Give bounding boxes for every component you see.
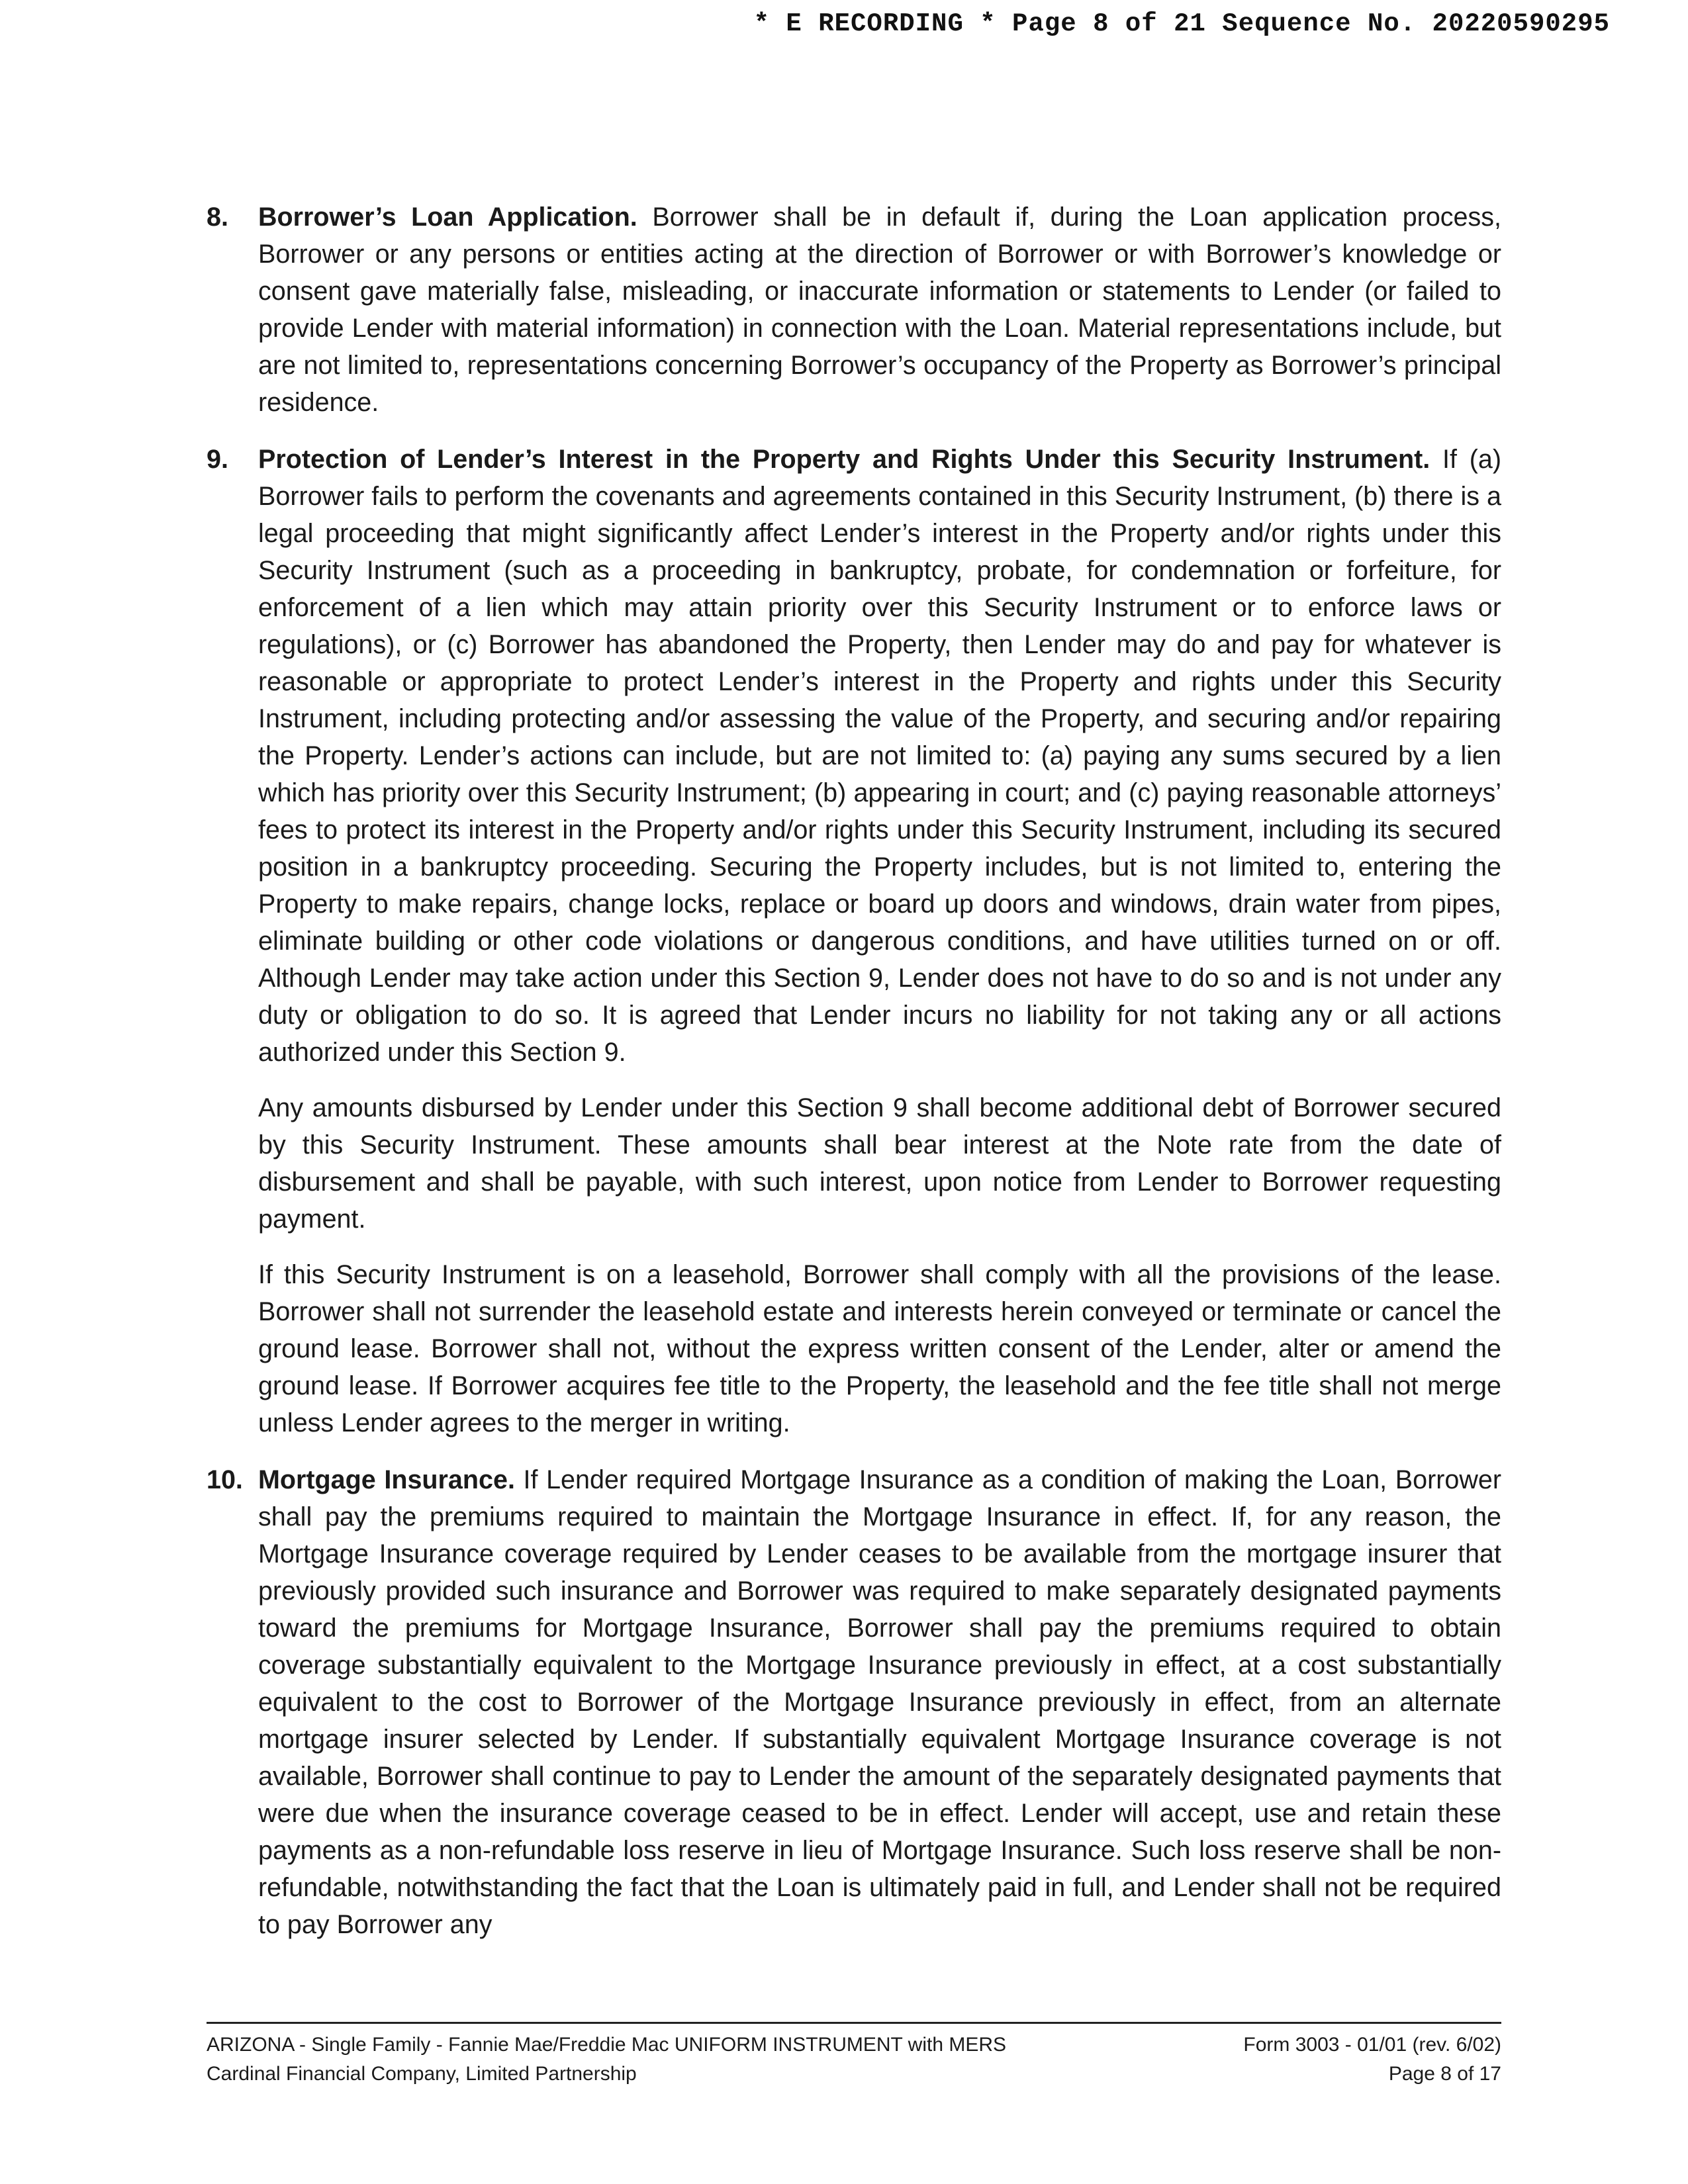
section-paragraph: If this Security Instrument is on a leasehold, Borrower shall comply with all the provisions of the lease. Borrower shall not surrender the leasehold estate and interests herein conveyed or terminate or cancel the ground lease. Borrower shall not, without the express written consent of the Lender, alter or amend the ground lease. If Borrower acquires fee title to the Property, the leasehold and the fee title shall not merge unless Lender agrees to the merger in writing.: [258, 1260, 1501, 1437]
section-paragraph: [258, 199, 1501, 421]
section-9: [207, 441, 1501, 1441]
section-text: Borrower shall be in default if, during the Loan application process, Borrower or any persons or entities acting at the direction of Borrower or with Borrower’s knowledge or consent gave materially false, misleading, or inaccurate information or statements to Lender (or failed to provide Lender with material information) in connection with the Loan. Material representations include, but are not limited to, representations concerning Borrower’s occupancy of the Property as Borrower’s principal residence.: [258, 203, 1501, 417]
section-8: [207, 199, 1501, 421]
section-text: If (a) Borrower fails to perform the covenants and agreements contained in this Security Instrument, (b) there is a legal proceeding that might significantly affect Lender’s interest in the Property and/or rights under this Security Instrument (such as a proceeding in bankruptcy, probate, for condemnation or forfeiture, for enforcement of a lien which may attain priority over this Security Instrument or to enforce laws or regulations), or (c) Borrower has abandoned the Property, then Lender may do and pay for whatever is reasonable or appropriate to protect Lender’s interest in the Property and rights under this Security Instrument, including protecting and/or assessing the value of the Property, and securing and/or repairing the Property. Lender’s actions can include, but are not limited to: (a) paying any sums secured by a lien which has priority over this Security Instrument; (b) appearing in court; and (c) paying reasonable attorneys’ fees to protect its interest in the Property and/or rights under this Security Instrument, including its secured position in a bankruptcy proceeding. Securing the Property includes, but is not limited to, entering the Property to make repairs, change locks, replace or board up doors and windows, drain water from pipes, eliminate building or other code violations or dangerous conditions, and have utilities turned on or off. Although Lender may take action under this Section 9, Lender does not have to do so and is not under any duty or obligation to do so. It is agreed that Lender incurs no liability for not taking any or all actions authorized under this Section 9.: [258, 445, 1501, 1067]
section-heading: Mortgage Insurance.: [258, 1465, 515, 1494]
recording-stamp: * E RECORDING * Page 8 of 21 Sequence No. 20220590295: [753, 9, 1610, 38]
footer-row: [207, 2060, 1501, 2089]
section-paragraph: Any amounts disbursed by Lender under this Section 9 shall become additional debt of Borrower secured by this Security Instrument. These amounts shall bear interest at the Note rate from the date of disbursement and shall be payable, with such interest, upon notice from Lender to Borrower requesting payment.: [258, 1093, 1501, 1234]
form-title: ARIZONA - Single Family - Fannie Mae/Freddie Mac UNIFORM INSTRUMENT with MERS: [207, 2034, 1007, 2056]
company-name: Cardinal Financial Company, Limited Partnership: [207, 2063, 637, 2085]
section-heading: Borrower’s Loan Application.: [258, 203, 637, 232]
footer-row: [207, 2030, 1501, 2060]
section-number: 9.: [207, 445, 228, 474]
section-text: If Lender required Mortgage Insurance as a condition of making the Loan, Borrower shall pay the premiums required to maintain the Mortgage Insurance in effect. If, for any reason, the Mortgage Insurance coverage required by Lender ceases to be available from the mortgage insurer that previously provided such insurance and Borrower was required to make separately designated payments toward the premiums for Mortgage Insurance, Borrower shall pay the premiums required to obtain coverage substantially equivalent to the Mortgage Insurance previously in effect, at a cost substantially equivalent to the cost to Borrower of the Mortgage Insurance previously in effect, from an alternate mortgage insurer selected by Lender. If substantially equivalent Mortgage Insurance coverage is not available, Borrower shall continue to pay to Lender the amount of the separately designated payments that were due when the insurance coverage ceased to be in effect. Lender will accept, use and retain these payments as a non-refundable loss reserve in lieu of Mortgage Insurance. Such loss reserve shall be non-refundable, notwithstanding the fact that the Loan is ultimately paid in full, and Lender shall not be required to pay Borrower any: [258, 1465, 1501, 1939]
form-number: Form 3003 - 01/01 (rev. 6/02): [1243, 2034, 1501, 2056]
section-paragraph: [258, 1461, 1501, 1943]
section-number: 10.: [207, 1465, 243, 1494]
section-number: 8.: [207, 203, 228, 232]
page-number: Page 8 of 17: [1388, 2063, 1501, 2085]
section-heading: Protection of Lender’s Interest in the Property and Rights Under this Security Instrument.: [258, 445, 1430, 474]
page-footer: [207, 2022, 1501, 2089]
section-10: [207, 1461, 1501, 1943]
section-paragraph: [258, 441, 1501, 1071]
document-body: [207, 199, 1501, 1963]
